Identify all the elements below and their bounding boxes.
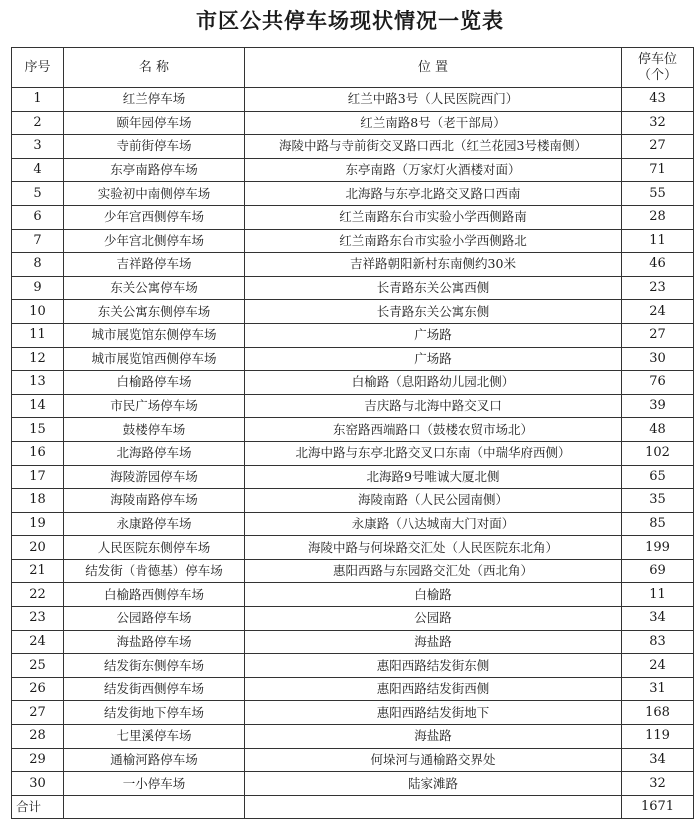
cell-name: 东亭南路停车场 <box>64 158 245 182</box>
cell-spaces: 30 <box>622 347 694 371</box>
cell-spaces: 31 <box>622 677 694 701</box>
cell-index: 14 <box>12 394 64 418</box>
cell-name: 人民医院东侧停车场 <box>64 536 245 560</box>
table-row <box>12 748 694 772</box>
cell-spaces: 76 <box>622 371 694 395</box>
cell-index: 8 <box>12 253 64 277</box>
cell-name: 结发街地下停车场 <box>64 701 245 725</box>
cell-index: 24 <box>12 630 64 654</box>
total-empty-location <box>245 795 622 819</box>
cell-index: 25 <box>12 654 64 678</box>
cell-spaces: 11 <box>622 583 694 607</box>
cell-spaces: 119 <box>622 725 694 749</box>
cell-spaces: 48 <box>622 418 694 442</box>
cell-name: 白榆路停车场 <box>64 371 245 395</box>
cell-index: 9 <box>12 276 64 300</box>
cell-name: 结发街西侧停车场 <box>64 677 245 701</box>
cell-index: 15 <box>12 418 64 442</box>
cell-index: 23 <box>12 607 64 631</box>
table-row <box>12 135 694 159</box>
cell-spaces: 32 <box>622 111 694 135</box>
header-spaces <box>622 48 694 88</box>
cell-name: 少年宫西侧停车场 <box>64 205 245 229</box>
table-row <box>12 371 694 395</box>
cell-location: 白榆路（息阳路幼儿园北侧） <box>245 371 622 395</box>
table-row <box>12 536 694 560</box>
cell-index: 21 <box>12 559 64 583</box>
cell-spaces: 102 <box>622 441 694 465</box>
cell-name: 红兰停车场 <box>64 88 245 112</box>
cell-spaces: 11 <box>622 229 694 253</box>
cell-name: 结发街（肯德基）停车场 <box>64 559 245 583</box>
cell-location: 惠阳西路结发街东侧 <box>245 654 622 678</box>
cell-location: 广场路 <box>245 347 622 371</box>
cell-spaces: 71 <box>622 158 694 182</box>
cell-name: 海陵南路停车场 <box>64 489 245 513</box>
table-row <box>12 441 694 465</box>
cell-location: 公园路 <box>245 607 622 631</box>
total-label: 合计 <box>12 795 64 819</box>
table-row <box>12 654 694 678</box>
table-row <box>12 276 694 300</box>
cell-index: 26 <box>12 677 64 701</box>
table-row <box>12 489 694 513</box>
table-row <box>12 607 694 631</box>
parking-table <box>11 47 694 819</box>
cell-name: 永康路停车场 <box>64 512 245 536</box>
cell-index: 27 <box>12 701 64 725</box>
cell-index: 18 <box>12 489 64 513</box>
cell-location: 长青路东关公寓东侧 <box>245 300 622 324</box>
table-row <box>12 300 694 324</box>
cell-spaces: 168 <box>622 701 694 725</box>
cell-spaces: 27 <box>622 323 694 347</box>
cell-location: 惠阳西路结发街西侧 <box>245 677 622 701</box>
cell-spaces: 199 <box>622 536 694 560</box>
cell-index: 4 <box>12 158 64 182</box>
cell-location: 红兰中路3号（人民医院西门） <box>245 88 622 112</box>
table-row <box>12 253 694 277</box>
cell-name: 东关公寓东侧停车场 <box>64 300 245 324</box>
cell-name: 海盐路停车场 <box>64 630 245 654</box>
total-spaces: 1671 <box>622 795 694 819</box>
total-empty-name <box>64 795 245 819</box>
cell-spaces: 83 <box>622 630 694 654</box>
cell-spaces: 65 <box>622 465 694 489</box>
table-row <box>12 677 694 701</box>
cell-index: 1 <box>12 88 64 112</box>
cell-index: 11 <box>12 323 64 347</box>
cell-index: 6 <box>12 205 64 229</box>
cell-spaces: 27 <box>622 135 694 159</box>
cell-location: 北海路9号唯诚大厦北侧 <box>245 465 622 489</box>
cell-index: 20 <box>12 536 64 560</box>
cell-index: 30 <box>12 772 64 796</box>
cell-spaces: 34 <box>622 607 694 631</box>
header-row <box>12 48 694 88</box>
header-index: 序号 <box>12 48 64 88</box>
cell-name: 七里溪停车场 <box>64 725 245 749</box>
total-row <box>12 795 694 819</box>
cell-name: 一小停车场 <box>64 772 245 796</box>
cell-spaces: 39 <box>622 394 694 418</box>
cell-location: 永康路（八达城南大门对面） <box>245 512 622 536</box>
cell-location: 东亭南路（万家灯火酒楼对面） <box>245 158 622 182</box>
cell-location: 吉祥路朝阳新村东南侧约30米 <box>245 253 622 277</box>
table-row <box>12 630 694 654</box>
table-row <box>12 323 694 347</box>
cell-index: 17 <box>12 465 64 489</box>
table-row <box>12 418 694 442</box>
cell-spaces: 43 <box>622 88 694 112</box>
cell-spaces: 35 <box>622 489 694 513</box>
cell-name: 北海路停车场 <box>64 441 245 465</box>
cell-index: 28 <box>12 725 64 749</box>
cell-location: 白榆路 <box>245 583 622 607</box>
table-row <box>12 701 694 725</box>
cell-name: 城市展览馆东侧停车场 <box>64 323 245 347</box>
cell-name: 鼓楼停车场 <box>64 418 245 442</box>
table-row <box>12 465 694 489</box>
cell-name: 海陵游园停车场 <box>64 465 245 489</box>
cell-name: 实验初中南侧停车场 <box>64 182 245 206</box>
cell-location: 广场路 <box>245 323 622 347</box>
header-name: 名 称 <box>64 48 245 88</box>
cell-location: 红兰南路东台市实验小学西侧路北 <box>245 229 622 253</box>
cell-name: 寺前街停车场 <box>64 135 245 159</box>
table-row <box>12 559 694 583</box>
header-location: 位 置 <box>245 48 622 88</box>
cell-location: 何垛河与通榆路交界处 <box>245 748 622 772</box>
cell-index: 5 <box>12 182 64 206</box>
cell-location: 惠阳西路结发街地下 <box>245 701 622 725</box>
table-row <box>12 512 694 536</box>
cell-name: 公园路停车场 <box>64 607 245 631</box>
document-title: 市区公共停车场现状情况一览表 <box>196 8 504 33</box>
cell-name: 东关公寓停车场 <box>64 276 245 300</box>
cell-name: 通榆河路停车场 <box>64 748 245 772</box>
cell-index: 19 <box>12 512 64 536</box>
table-row <box>12 205 694 229</box>
cell-location: 惠阳西路与东园路交汇处（西北角） <box>245 559 622 583</box>
table-row <box>12 583 694 607</box>
cell-index: 3 <box>12 135 64 159</box>
cell-index: 22 <box>12 583 64 607</box>
cell-index: 29 <box>12 748 64 772</box>
header-spaces-line2: （个） <box>637 67 677 83</box>
table-body <box>12 88 694 796</box>
cell-name: 结发街东侧停车场 <box>64 654 245 678</box>
cell-location: 海盐路 <box>245 630 622 654</box>
cell-spaces: 32 <box>622 772 694 796</box>
cell-name: 少年宫北侧停车场 <box>64 229 245 253</box>
cell-spaces: 23 <box>622 276 694 300</box>
cell-name: 吉祥路停车场 <box>64 253 245 277</box>
cell-location: 海盐路 <box>245 725 622 749</box>
cell-location: 海陵中路与何垛路交汇处（人民医院东北角） <box>245 536 622 560</box>
table-row <box>12 229 694 253</box>
cell-name: 城市展览馆西侧停车场 <box>64 347 245 371</box>
cell-name: 颐年园停车场 <box>64 111 245 135</box>
cell-index: 7 <box>12 229 64 253</box>
cell-spaces: 24 <box>622 654 694 678</box>
cell-location: 吉庆路与北海中路交叉口 <box>245 394 622 418</box>
cell-location: 北海中路与东亭北路交叉口东南（中瑞华府西侧） <box>245 441 622 465</box>
cell-name: 白榆路西侧停车场 <box>64 583 245 607</box>
cell-index: 2 <box>12 111 64 135</box>
cell-index: 16 <box>12 441 64 465</box>
cell-index: 10 <box>12 300 64 324</box>
table-row <box>12 394 694 418</box>
table-row <box>12 111 694 135</box>
cell-spaces: 55 <box>622 182 694 206</box>
table-row <box>12 88 694 112</box>
cell-spaces: 34 <box>622 748 694 772</box>
cell-location: 海陵中路与寺前街交叉路口西北（红兰花园3号楼南侧） <box>245 135 622 159</box>
cell-location: 北海路与东亭北路交叉路口西南 <box>245 182 622 206</box>
cell-spaces: 46 <box>622 253 694 277</box>
cell-spaces: 85 <box>622 512 694 536</box>
cell-location: 长青路东关公寓西侧 <box>245 276 622 300</box>
table-row <box>12 347 694 371</box>
cell-location: 陆家滩路 <box>245 772 622 796</box>
header-spaces-line1: 停车位 <box>637 51 677 67</box>
cell-spaces: 69 <box>622 559 694 583</box>
cell-location: 东窑路西端路口（鼓楼农贸市场北） <box>245 418 622 442</box>
cell-name: 市民广场停车场 <box>64 394 245 418</box>
cell-spaces: 24 <box>622 300 694 324</box>
table-row <box>12 182 694 206</box>
cell-location: 海陵南路（人民公园南侧） <box>245 489 622 513</box>
cell-location: 红兰南路东台市实验小学西侧路南 <box>245 205 622 229</box>
table-row <box>12 772 694 796</box>
cell-index: 13 <box>12 371 64 395</box>
cell-spaces: 28 <box>622 205 694 229</box>
cell-index: 12 <box>12 347 64 371</box>
table-row <box>12 725 694 749</box>
cell-location: 红兰南路8号（老干部局） <box>245 111 622 135</box>
table-row <box>12 158 694 182</box>
